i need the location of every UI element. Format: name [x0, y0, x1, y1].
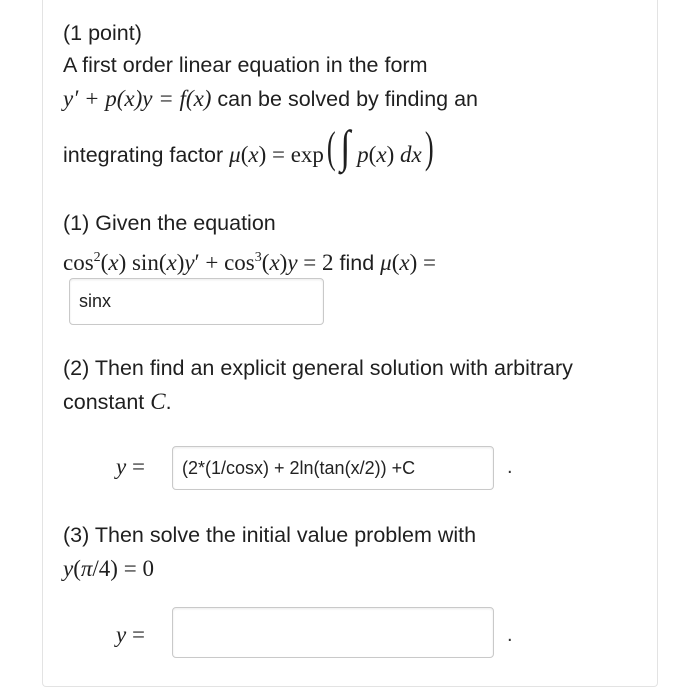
constant-symbol: C: [150, 389, 166, 414]
y-label-general: y =: [116, 454, 145, 479]
part3-line-1: (3) Then solve the initial value problem with: [63, 523, 477, 547]
constant-label: constant: [63, 390, 145, 414]
initial-condition: y(π/4) = 0: [63, 556, 154, 581]
period-1: .: [507, 456, 513, 478]
part2-line-1: (2) Then find an explicit general solution with arbitrary: [63, 356, 573, 380]
right-paren: ): [424, 123, 434, 172]
mu-answer-value: sinx: [79, 291, 112, 311]
intro-line-1: A first order linear equation in the form: [63, 53, 428, 77]
y-general-answer-input[interactable]: [172, 446, 494, 490]
integral-sign: ∫: [339, 121, 350, 172]
y-general-answer-value: (2*(1/cosx) + 2ln(tan(x/2)) +C: [182, 457, 416, 478]
period-2: .: [507, 624, 513, 646]
y-label-ivp: y =: [116, 622, 145, 647]
part2-line-2: constant C.: [63, 389, 172, 414]
mu-definition: μ(x) = exp: [229, 142, 324, 167]
intro-line-3: [63, 122, 436, 180]
find-label: find: [339, 251, 375, 275]
mu-answer-input[interactable]: [69, 278, 324, 325]
left-paren: (: [326, 123, 336, 172]
part1-equation-line: [63, 244, 436, 277]
form-equation: y′ + p(x)y = f(x): [63, 86, 212, 111]
points-label: (1 point): [63, 21, 142, 45]
part1-equation: $\cos^2(x) \sin(x)y' + \cos^3(x)y = 2$: [63, 250, 334, 275]
mu-equals: μ(x) =: [380, 250, 436, 275]
integrand: p(x) dx: [357, 142, 422, 167]
y-ivp-answer-input[interactable]: [172, 607, 494, 658]
intro-line-2: [63, 85, 478, 113]
intro-line-2-tail: can be solved by finding an: [217, 87, 478, 111]
part1-heading: (1) Given the equation: [63, 211, 276, 235]
intro-line-3-head: integrating factor: [63, 143, 224, 167]
